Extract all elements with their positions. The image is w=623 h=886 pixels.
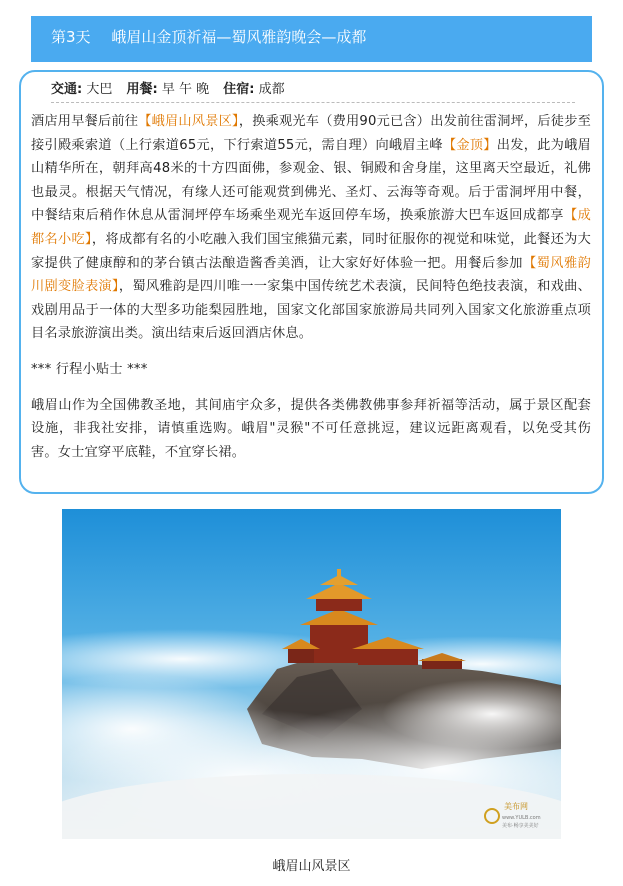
- highlight-chengdu-snacks: 【成都名小吃】: [31, 208, 592, 247]
- photo-caption: 峨眉山风景区: [272, 859, 351, 874]
- day-number: 第3天: [51, 28, 91, 46]
- info-row: [51, 78, 575, 103]
- itinerary-card: [19, 70, 604, 494]
- itinerary-text-1: 酒店用早餐后前往: [31, 114, 139, 129]
- itinerary-paragraph: [31, 110, 591, 346]
- highlight-golden-summit: 【金顶】: [442, 137, 497, 153]
- highlight-face-changing-show: 【蜀风雅韵川剧变脸表演】: [31, 255, 592, 295]
- tips-title: *** 行程小贴士 ***: [31, 361, 148, 377]
- meal-label: 用餐:: [126, 82, 158, 97]
- emei-golden-summit-photo: [62, 509, 561, 839]
- highlight-emei-scenic-area: 【峨眉山风景区】: [138, 114, 239, 129]
- watermark-url: www.YULB.com: [502, 815, 541, 821]
- day-title: 峨眉山金顶祈福—蜀风雅韵晚会—成都: [111, 28, 367, 46]
- itinerary-text-2: ，换乘观光车（费用90元已含）出发前往雷洞坪，后徒步至接引殿乘索道（上行索道65元，下行索道55元，需自理）向峨眉主峰: [31, 114, 591, 153]
- meal-value: 早 午 晚: [161, 82, 210, 97]
- transport-label: 交通:: [51, 82, 83, 97]
- stay-label: 住宿:: [223, 82, 255, 97]
- watermark-name: 美布网: [504, 802, 528, 811]
- stay-value: 成都: [258, 82, 285, 97]
- itinerary-text-3: 出发，此为峨眉山精华所在，朝拜高48米的十方四面佛，参观金、银、铜殿和舍身崖，这里离天空最近，礼佛也最灵。根据天气情况，有缘人还可能观赏到佛光、圣灯、云海等奇观。后于雷洞坪用中餐，中餐结束后稍作休息从雷洞坪停车场乘坐观光车返回停车场，换乘旅游大巴车返回成都享: [31, 137, 591, 224]
- transport-value: 大巴: [86, 82, 113, 97]
- itinerary-text-5: ，蜀风雅韵是四川唯一一家集中国传统艺术表演，民间特色绝技表演，和戏曲、戏剧用品于一体的大型多功能梨园胜地，国家文化部国家旅游局共同列入国家文化旅游重点项目名录旅游演出类。演出结束后返回酒店休息。: [31, 279, 591, 342]
- itinerary-body: [31, 110, 591, 476]
- watermark-slogan: 美布·畅享美美好: [502, 823, 539, 829]
- day-header-bar: [31, 16, 592, 62]
- itinerary-text-4: ，将成都有名的小吃融入我们国宝熊猫元素，同时征服你的视觉和味觉，此餐还为大家提供了健康醇和的茅台镇古法酿造酱香美酒，让大家好好体验一把。用餐后参加: [31, 231, 591, 271]
- tips-text: 峨眉山作为全国佛教圣地，其间庙宇众多，提供各类佛教佛事参拜祈福等活动，属于景区配套设施，非我社安排，请慎重选购。峨眉"灵猴"不可任意挑逗，建议远距离观看，以免受其伤害。女士宜穿平底鞋，不宜穿长裙。: [31, 397, 591, 460]
